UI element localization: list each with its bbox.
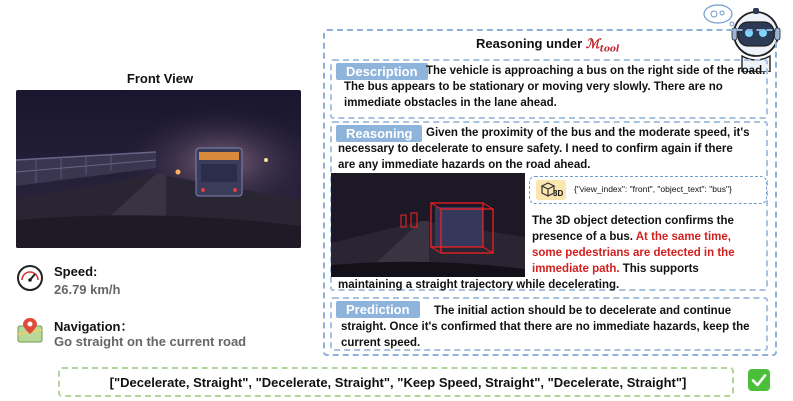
- result-box: [58, 367, 734, 397]
- prediction-line-2: straight. Once it's confirmed that there are no immediate hazards, keep the: [341, 321, 750, 333]
- detection-line-2: [532, 229, 731, 245]
- detection-line-3: some pedestrians are detected in the: [532, 247, 735, 259]
- front-view-image: [16, 90, 301, 248]
- title-symbol-sub: tool: [599, 44, 620, 55]
- title-symbol: [585, 37, 620, 55]
- check-icon: [748, 369, 770, 391]
- description-line-1: The vehicle is approaching a bus on the right side of the road.: [426, 65, 766, 77]
- navigation-block: [16, 316, 296, 354]
- reasoning-panel-title: [476, 36, 619, 55]
- prediction-line-1: The initial action should be to decelerate and continue: [434, 305, 732, 317]
- speed-label: Speed:: [54, 264, 98, 279]
- detection-image: [331, 173, 525, 277]
- navigation-label: Navigation：: [54, 319, 134, 334]
- speed-block: [16, 264, 216, 302]
- description-line-3: immediate obstacles in the lane ahead.: [344, 97, 557, 109]
- detection-line-2-a: presence of a bus.: [532, 231, 636, 243]
- detection-line-1: The 3D object detection confirms the: [532, 215, 734, 227]
- result-text: ["Decelerate, Straight", "Decelerate, Straight", "Keep Speed, Straight", "Decelerate, Straight"]: [109, 375, 687, 390]
- speed-value: 26.79 km/h: [54, 282, 121, 297]
- reasoning-line-1: Given the proximity of the bus and the moderate speed, it's: [426, 127, 750, 139]
- prediction-line-3: current speed.: [341, 337, 421, 349]
- cube-3d-label: 3D: [553, 189, 564, 198]
- detection-line-4-a: immediate path.: [532, 263, 620, 275]
- cube-3d-icon: [536, 180, 566, 200]
- detection-line-4: [532, 261, 699, 277]
- front-view-title: Front View: [126, 71, 194, 86]
- tool-call-text: {"view_index": "front", "object_text": "bus"}: [574, 184, 732, 194]
- detection-line-5: maintaining a straight trajectory while decelerating.: [338, 279, 620, 291]
- description-line-2: The bus appears to be stationary or moving very slowly. There are no: [344, 81, 723, 93]
- tool-call-box: [529, 176, 767, 204]
- title-prefix: Reasoning under: [476, 36, 586, 51]
- reasoning-line-2: necessary to decelerate to ensure safety. I need to confirm again if there: [338, 143, 733, 155]
- reasoning-line-3: are any immediate hazards on the road ahead.: [338, 159, 591, 171]
- navigation-value: Go straight on the current road: [54, 334, 247, 349]
- map-pin-icon: [16, 316, 44, 344]
- detection-line-4-b: This supports: [619, 263, 699, 275]
- title-symbol-main: ℳ: [585, 37, 600, 52]
- description-tag: Description: [336, 63, 428, 80]
- speedometer-icon: [16, 264, 44, 292]
- reasoning-tag: Reasoning: [336, 125, 422, 142]
- detection-line-2-b: At the same time,: [635, 231, 731, 243]
- prediction-tag: Prediction: [336, 301, 420, 318]
